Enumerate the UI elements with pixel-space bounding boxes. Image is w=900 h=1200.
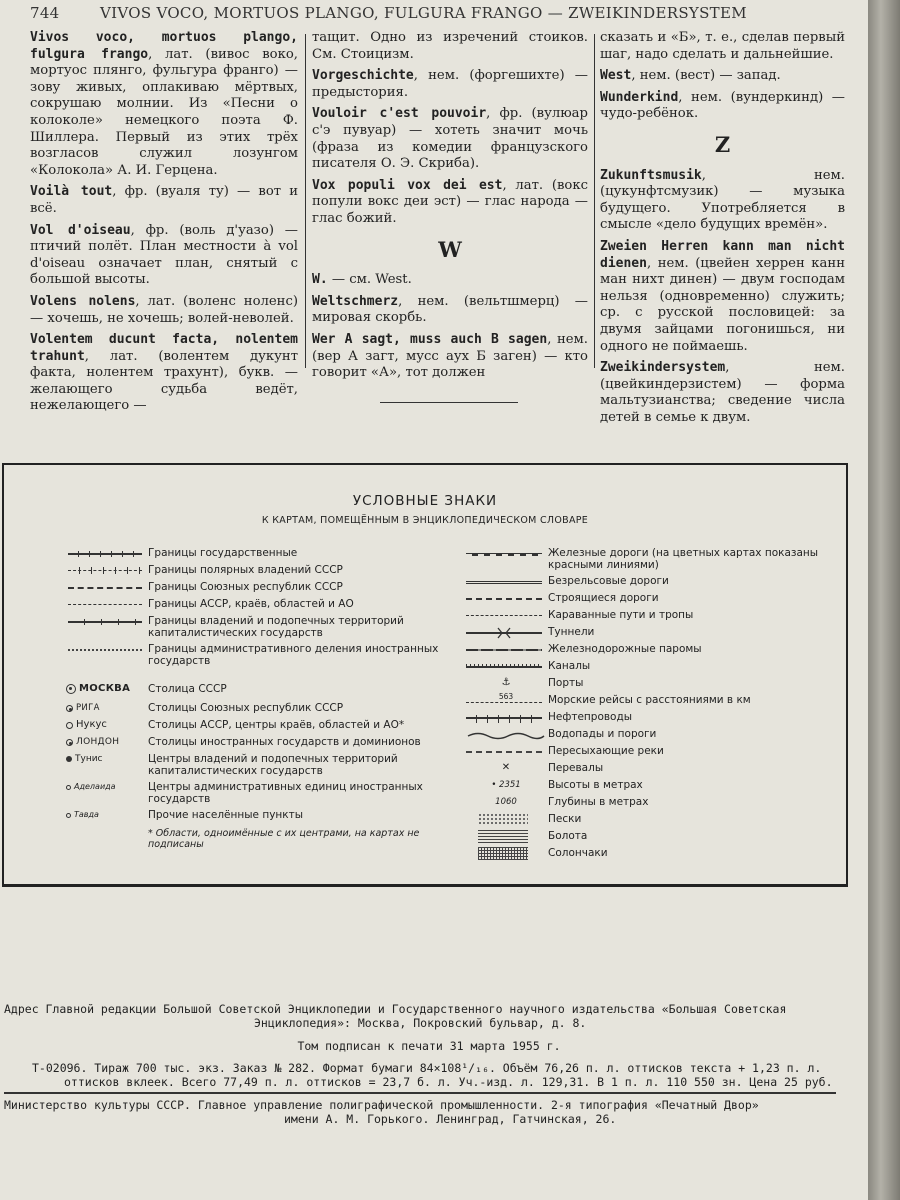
dictionary-entry [312, 272, 588, 289]
legend-label: Туннели [548, 626, 595, 638]
legend-label: Водопады и пороги [548, 728, 657, 740]
legend-label: Строящиеся дороги [548, 592, 659, 604]
possession-center-icon [66, 756, 72, 762]
legend-item [464, 609, 824, 626]
legend-label: Центры владений и подопечных территорий капиталистических государств [148, 753, 398, 777]
entry-headword: Zweikindersystem [600, 360, 726, 376]
capital-republic-icon [66, 705, 73, 712]
legend-label: Высоты в метрах [548, 779, 643, 791]
entry-headword: Wer A sagt, muss auch B sagen [312, 331, 548, 347]
entry-headword: Volentem ducunt facta, nolentem trahunt [30, 332, 298, 364]
caravan-route-symbol [466, 615, 542, 616]
legend-item [66, 809, 446, 826]
entry-definition: , лат. (волентем дукунт факта, нолентем трахунт), букв. — желающего судьба ведёт, нежелающего — [30, 348, 298, 414]
legend-label: Столицы АССР, центры краёв, областей и АО* [148, 719, 405, 731]
legend-footnote: * Области, одноимённые с их центрами, на картах не подписаны [148, 828, 420, 850]
column-1 [30, 30, 298, 420]
marsh-texture [478, 830, 528, 843]
entry-definition: , нем. (вер А загт, мусс аух Б заген) — кто говорит «А», тот должен [312, 331, 588, 381]
dictionary-entry [30, 294, 298, 327]
entry-definition: , лат. (воленс ноленс) — хочешь, не хочешь; волей-неволей. [30, 293, 299, 326]
legend-title: УСЛОВНЫЕ ЗНАКИ [352, 493, 498, 509]
dictionary-entry [600, 30, 845, 63]
legend-label: Столицы иностранных государств и доминионов [148, 736, 421, 748]
capital-sample: Нукус [76, 719, 107, 730]
legend-label: Глубины в метрах [548, 796, 649, 808]
section-end-rule [380, 402, 518, 403]
polar-border-symbol [68, 570, 142, 571]
dictionary-entry [312, 106, 588, 172]
editorial-address [4, 1002, 854, 1030]
imprint-rule [4, 1092, 836, 1094]
entry-headword: Vouloir c'est pouvoir [312, 106, 487, 122]
admin-center-icon [66, 785, 71, 790]
column-3 [600, 30, 845, 431]
legend-left-column [66, 547, 446, 850]
union-border-symbol [68, 587, 142, 589]
pass-icon: ✕ [501, 762, 511, 773]
dictionary-entry [600, 239, 845, 355]
legend-item [464, 711, 824, 728]
legend-item [464, 575, 824, 592]
legend-label: Пески [548, 813, 582, 825]
entry-definition: , нем. (цвейкиндерзистем) — форма мальтузианства; сведение числа детей в семье к двум. [600, 360, 845, 425]
sand-texture [478, 813, 528, 826]
legend-item [66, 643, 446, 671]
legend-label: Границы государственные [148, 547, 298, 559]
capital-sample: МОСКВА [79, 683, 131, 694]
admin-border-symbol [68, 649, 142, 651]
print-details: Т-02096. Тираж 700 тыс. экз. Заказ № 282. Формат бумаги 84×108¹/₁₆. Объём 76,26 п. л. оттисков текста + 1,23 п. л. [32, 1061, 822, 1075]
page-number: 744 [30, 4, 60, 22]
dictionary-entry [600, 68, 845, 85]
legend-label: Железные дороги (на цветных картах показаны красными линиями) [548, 547, 819, 571]
possession-border-symbol [68, 621, 142, 623]
column-2 [312, 30, 588, 387]
legend-label: Границы административного деления иностранных государств [148, 643, 439, 667]
legend-item [464, 626, 824, 643]
dictionary-entry [312, 68, 588, 101]
dictionary-entry [30, 332, 298, 415]
entry-definition: , нем. (вест) — запад. [631, 68, 781, 84]
section-letter: W [438, 236, 462, 262]
legend-item [464, 779, 824, 796]
entry-definition: , фр. (вулюар с'э пувуар) — хотеть значит мочь (фраза из комедии французского писателя О. Э. Скриба). [312, 106, 588, 172]
capital-sample: Аделаида [74, 782, 116, 791]
entry-definition: , нем. (цукунфтсмузик) — музыка будущего. Употребляется в смысле «дело будущих времён». [600, 167, 845, 233]
map-legend [2, 463, 848, 887]
dictionary-entry [312, 30, 588, 63]
signed-date: Том подписан к печати 31 марта 1955 г. [297, 1039, 561, 1053]
legend-item [66, 719, 446, 736]
legend-label: Солончаки [548, 847, 608, 859]
dictionary-entry [600, 360, 845, 426]
legend-label: Центры административных единиц иностранных государств [148, 781, 423, 805]
legend-label: Порты [548, 677, 584, 689]
dictionary-entry [600, 90, 845, 123]
entry-definition: , фр. (воль д'уазо) — птичий полёт. План местности à vol d'oiseau означает план, снятый с большой высоты. [30, 222, 298, 288]
road-symbol [466, 581, 542, 584]
legend-item [66, 753, 446, 781]
tunnel-icon [464, 626, 548, 640]
legend-label: Столицы Союзных республик СССР [148, 702, 344, 714]
legend-item [66, 781, 446, 809]
legend-item [66, 547, 446, 564]
legend-item [66, 702, 446, 719]
entry-headword: Zweien Herren kann man nicht dienen [600, 238, 845, 271]
legend-item [464, 643, 824, 660]
entry-headword: Wunderkind [600, 89, 679, 105]
column-divider [594, 34, 595, 368]
legend-item [66, 581, 446, 598]
entry-headword: Vorgeschichte [312, 68, 414, 84]
running-head [30, 4, 860, 26]
sea-distance-sample: 563 [498, 692, 514, 701]
running-head-title: VIVOS VOCO, MORTUOS PLANGO, FULGURA FRANGO — ZWEIKINDERSYSTEM [100, 4, 747, 22]
entry-definition: , нем. (цвейен херрен канн ман нихт динен) — двум господам нельзя (одновременно) служить; ср. с русской пословицей: за двумя зайцами погонишься, ни одного не поймаешь. [600, 255, 845, 354]
capital-foreign-icon [66, 739, 73, 746]
capital-sample: РИГА [76, 703, 100, 713]
assr-border-symbol [68, 604, 142, 605]
dictionary-entry [312, 294, 588, 327]
depth-sample: 1060 [495, 797, 517, 807]
legend-item [464, 547, 824, 575]
legend-label: Безрельсовые дороги [548, 575, 669, 587]
legend-right-column [464, 547, 824, 864]
column-divider [305, 34, 306, 368]
printer-line: имени А. М. Горького. Ленинград, Гатчинская, 26. [284, 1112, 617, 1126]
entry-headword: W. [312, 272, 328, 288]
entry-definition: , нем. (форгешихте) — предыстория. [312, 68, 588, 100]
entry-headword: Vox populi vox dei est [312, 177, 503, 193]
legend-item [66, 615, 446, 643]
legend-label: Каналы [548, 660, 591, 672]
address-line: Энциклопедия»: Москва, Покровский бульвар, д. 8. [254, 1016, 587, 1030]
entry-definition: , лат. (вивос воко, мортуос плянго, фульгура франго) — зову живых, оплакиваю мёртвых, сокрушаю молнии. Из «Песни о колоколе» немецкого поэта Ф. Шиллера. Первый из этих трёх возгласов служил лозунгом «Колокола» А. И. Герцена. [30, 46, 298, 178]
salt-marsh-texture [478, 847, 528, 860]
legend-item [66, 598, 446, 615]
legend-label: Пересыхающие реки [548, 745, 664, 757]
dictionary-entry [30, 223, 298, 289]
section-letter: Z [714, 131, 731, 157]
dictionary-entry [312, 332, 588, 382]
legend-item [464, 728, 824, 745]
entry-definition: тащит. Одно из изречений стоиков. См. Стоицизм. [312, 30, 588, 62]
dry-river-symbol [466, 751, 542, 753]
capital-sample: Тавда [74, 810, 99, 819]
road-under-construction-symbol [466, 598, 542, 600]
waterfall-icon [464, 728, 548, 742]
legend-item [464, 592, 824, 609]
height-value: 2351 [499, 780, 521, 790]
entry-headword: Vivos voco, mortuos plango, fulgura frango [30, 30, 298, 62]
legend-label: Морские рейсы с расстояниями в км [548, 694, 751, 706]
entry-definition: , нем. (вельтшмерц) — мировая скорбь. [312, 293, 588, 326]
legend-item [464, 830, 824, 847]
capital-assr-icon [66, 722, 73, 729]
canal-symbol [466, 666, 542, 668]
imprint [4, 1002, 854, 1126]
entry-definition: , лат. (вокс попули вокс деи эст) — глас народа — глас божий. [312, 177, 588, 226]
dictionary-entry [600, 168, 845, 234]
settlement-icon [66, 813, 71, 818]
pipeline-symbol [466, 717, 542, 719]
anchor-icon: ⚓ [501, 677, 511, 688]
capital-ussr-icon [66, 684, 76, 694]
legend-label: Границы владений и подопечных территорий капиталистических государств [148, 615, 404, 639]
entry-definition: сказать и «Б», т. е., сделав первый шаг, надо сделать и дальнейшие. [600, 30, 845, 62]
printer-line: Министерство культуры СССР. Главное управление полиграфической промышленности. 2-я типография «Печатный Двор» [4, 1098, 759, 1112]
legend-item [464, 847, 824, 864]
dictionary-entry [30, 184, 298, 217]
entry-definition: — см. West. [327, 272, 412, 288]
legend-label: Болота [548, 830, 588, 842]
dictionary-entry [312, 178, 588, 228]
entry-definition: , нем. (вундеркинд) — чудо-ребёнок. [600, 89, 845, 122]
capital-sample: Тунис [75, 754, 103, 764]
entry-headword: Vol d'oiseau [30, 222, 131, 238]
legend-label: Прочие населённые пункты [148, 809, 304, 821]
entry-headword: Weltschmerz [312, 293, 399, 309]
dictionary-entry [30, 30, 298, 179]
legend-item [464, 694, 824, 711]
legend-item [464, 660, 824, 677]
legend-item [66, 736, 446, 753]
print-details: оттисков вклеек. Всего 77,49 п. л. оттисков = 23,7 б. л. Уч.-изд. л. 129,31. В 1 п. л. 110 550 зн. Цена 25 руб. [64, 1075, 833, 1089]
legend-label: Караванные пути и тропы [548, 609, 694, 621]
ferry-icon [464, 643, 548, 657]
legend-item [464, 813, 824, 830]
legend-label: Столица СССР [148, 683, 227, 695]
legend-label: Границы Союзных республик СССР [148, 581, 343, 593]
legend-label: Нефтепроводы [548, 711, 633, 723]
legend-item [464, 762, 824, 779]
legend-item [464, 796, 824, 813]
legend-label: Границы АССР, краёв, областей и АО [148, 598, 354, 610]
entry-headword: Voilà tout [30, 184, 113, 200]
capital-sample: ЛОНДОН [76, 737, 120, 747]
entry-headword: Volens nolens [30, 293, 136, 309]
legend-label: Железнодорожные паромы [548, 643, 702, 655]
legend-item [464, 745, 824, 762]
legend-label: Перевалы [548, 762, 604, 774]
legend-label: Границы полярных владений СССР [148, 564, 343, 576]
height-sample: • 2351 [491, 780, 521, 790]
state-border-symbol [68, 553, 142, 555]
entry-headword: West [600, 68, 632, 84]
address-line: Адрес Главной редакции Большой Советской Энциклопедии и Государственного научного издательства «Большая Советская [4, 1002, 787, 1016]
entry-headword: Zukunftsmusik [600, 167, 702, 183]
railway-symbol [466, 553, 542, 556]
legend-subtitle: К КАРТАМ, ПОМЕЩЁННЫМ В ЭНЦИКЛОПЕДИЧЕСКОМ СЛОВАРЕ [261, 515, 589, 526]
entry-definition: , фр. (вуаля ту) — вот и всё. [30, 184, 298, 216]
legend-item [66, 683, 446, 702]
legend-item [66, 564, 446, 581]
